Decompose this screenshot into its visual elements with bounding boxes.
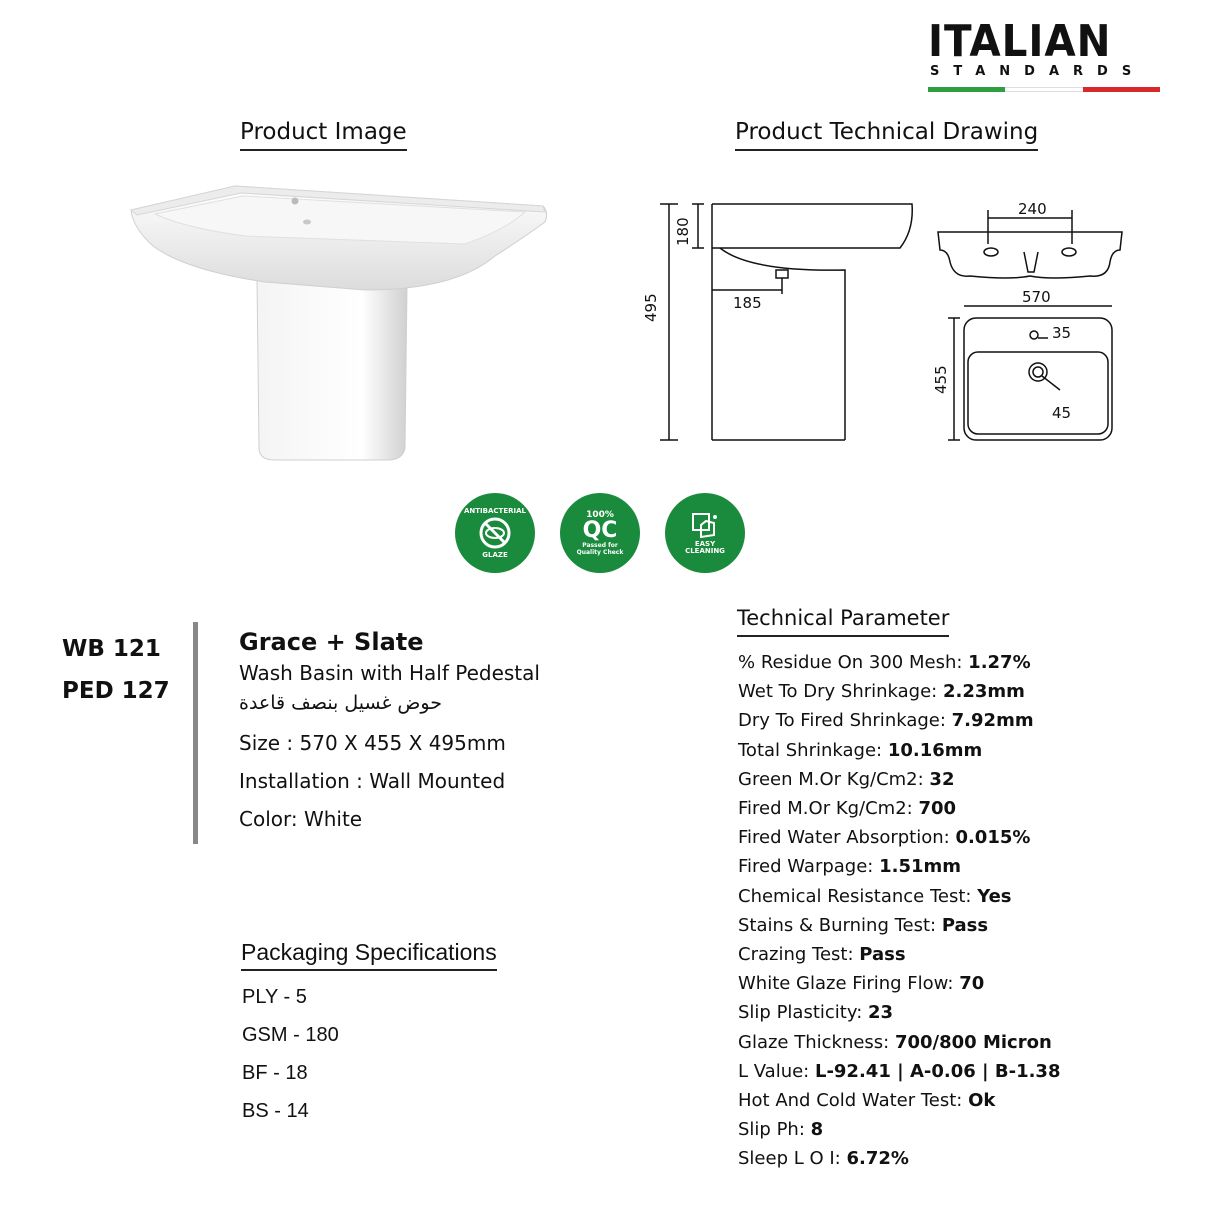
parameter-value: 23 — [867, 1002, 894, 1024]
parameter-label: Hot And Cold Water Test: — [738, 1090, 969, 1112]
parameter-label: Sleep L O I: — [738, 1148, 847, 1170]
technical-drawing — [642, 190, 1140, 450]
parameter-label: Fired Water Absorption: — [738, 827, 956, 849]
parameter-row — [738, 794, 1060, 823]
parameter-value: 1.27% — [968, 652, 1031, 673]
parameter-value: 8 — [810, 1119, 824, 1141]
parameter-row — [738, 677, 1060, 706]
product-color: Color: White — [239, 807, 363, 831]
flag-red — [1083, 87, 1160, 92]
parameter-value: Pass — [941, 914, 989, 936]
parameter-row — [738, 1144, 1060, 1173]
packaging-gsm: GSM - 180 — [242, 1024, 339, 1046]
parameter-label: Chemical Resistance Test: — [738, 885, 978, 907]
product-info — [239, 626, 659, 838]
product-description-arabic: حوض غسيل بنصف قاعدة — [239, 692, 442, 714]
badge-antibacterial-top: ANTIBACTERIAL — [464, 507, 526, 515]
parameter-value: 1.51mm — [879, 856, 962, 878]
dim-depth: 455 — [932, 365, 950, 394]
parameter-value: 6.72% — [846, 1148, 909, 1170]
parameter-label: Stains & Burning Test: — [738, 914, 942, 936]
parameter-value: Ok — [968, 1090, 996, 1112]
parameter-label: Fired Warpage: — [738, 856, 880, 878]
parameter-row — [738, 882, 1060, 911]
tap-hole — [292, 198, 299, 205]
parameter-value: 32 — [929, 768, 955, 790]
parameter-row — [738, 823, 1060, 852]
packaging-list — [242, 978, 339, 1130]
parameter-value: Yes — [977, 885, 1012, 907]
qc-icon: QC — [582, 518, 618, 543]
italian-flag-stripe — [928, 87, 1160, 92]
parameter-row — [738, 940, 1060, 969]
parameter-label: % Residue On 300 Mesh: — [738, 652, 969, 673]
product-codes — [62, 628, 182, 712]
parameter-label: Crazing Test: — [738, 944, 860, 966]
brand-tagline: STANDARDS — [930, 64, 1146, 79]
packaging-bs: BS - 14 — [242, 1100, 309, 1122]
product-name: Grace + Slate — [239, 628, 424, 656]
product-image — [125, 178, 555, 468]
technical-drawing-title: Product Technical Drawing — [735, 118, 1038, 151]
parameter-row — [738, 911, 1060, 940]
parameter-value: 70 — [959, 973, 985, 995]
qc-badge — [560, 493, 640, 573]
antibacterial-glaze-badge — [455, 493, 535, 573]
no-bacteria-icon — [478, 516, 512, 550]
flag-green — [928, 87, 1005, 92]
parameter-row — [738, 1057, 1060, 1086]
flag-white — [1005, 87, 1082, 92]
parameter-label: Wet To Dry Shrinkage: — [738, 681, 943, 703]
parameter-label: Slip Ph: — [738, 1119, 811, 1141]
parameter-label: Green M.Or Kg/Cm2: — [738, 768, 930, 790]
parameter-label: Glaze Thickness: — [738, 1031, 895, 1053]
parameter-value: 2.23mm — [942, 681, 1025, 703]
hand-wipe-icon — [688, 511, 722, 541]
product-installation: Installation : Wall Mounted — [239, 769, 506, 793]
technical-parameter-title: Technical Parameter — [737, 604, 949, 637]
badge-qc-top: 100% — [586, 510, 614, 520]
parameter-row — [738, 969, 1060, 998]
vertical-divider — [193, 622, 198, 844]
easy-cleaning-badge — [665, 493, 745, 573]
parameter-row — [738, 765, 1060, 794]
brand-logo — [928, 16, 1162, 92]
parameter-value: 10.16mm — [887, 739, 983, 761]
dim-depth-offset: 185 — [733, 294, 762, 312]
wash-basin-illustration — [125, 178, 555, 468]
parameter-label: Slip Plasticity: — [738, 1002, 868, 1024]
badge-antibacterial-bottom: GLAZE — [482, 551, 508, 559]
packaging-title: Packaging Specifications — [241, 938, 497, 971]
product-size: Size : 570 X 455 X 495mm — [239, 731, 506, 755]
badge-qc-bottom: Passed for Quality Check — [576, 542, 624, 556]
parameter-label: White Glaze Firing Flow: — [738, 973, 960, 995]
parameter-row — [738, 998, 1060, 1027]
parameter-row — [738, 706, 1060, 735]
brand-name: ITALIAN — [928, 16, 1112, 67]
wash-basin-code: WB 121 — [62, 636, 161, 662]
parameter-row — [738, 1086, 1060, 1115]
overflow-hole — [303, 220, 311, 225]
parameter-value: L-92.41 | A-0.06 | B-1.38 — [814, 1060, 1061, 1082]
product-image-title: Product Image — [240, 118, 407, 151]
parameter-value: Pass — [859, 944, 906, 966]
packaging-ply: PLY - 5 — [242, 986, 307, 1008]
parameter-row — [738, 852, 1060, 881]
dim-drain: 45 — [1052, 404, 1072, 422]
parameter-row — [738, 648, 1060, 677]
parameter-label: Dry To Fired Shrinkage: — [738, 710, 952, 732]
dim-tap-spacing: 240 — [1018, 200, 1047, 218]
badge-easy-top: EASY — [694, 540, 716, 548]
packaging-bf: BF - 18 — [242, 1062, 308, 1084]
dim-bowl-height: 180 — [674, 217, 692, 246]
parameter-value: 700 — [918, 798, 957, 820]
parameter-row — [738, 1115, 1060, 1144]
badge-easy-bottom: CLEANING — [685, 547, 725, 555]
parameter-row — [738, 1028, 1060, 1057]
parameter-value: 7.92mm — [951, 710, 1034, 732]
technical-parameter-list — [738, 648, 1060, 1174]
parameter-label: Fired M.Or Kg/Cm2: — [738, 798, 919, 820]
dim-tap-hole: 35 — [1052, 324, 1072, 342]
parameter-value: 0.015% — [955, 827, 1031, 849]
parameter-row — [738, 736, 1060, 765]
parameter-label: Total Shrinkage: — [738, 739, 888, 761]
product-description: Wash Basin with Half Pedestal — [239, 661, 540, 685]
dim-total-height: 495 — [642, 293, 660, 322]
dim-width: 570 — [1022, 288, 1051, 306]
parameter-label: L Value: — [738, 1060, 815, 1082]
parameter-value: 700/800 Micron — [894, 1031, 1052, 1053]
pedestal-code: PED 127 — [62, 678, 170, 704]
